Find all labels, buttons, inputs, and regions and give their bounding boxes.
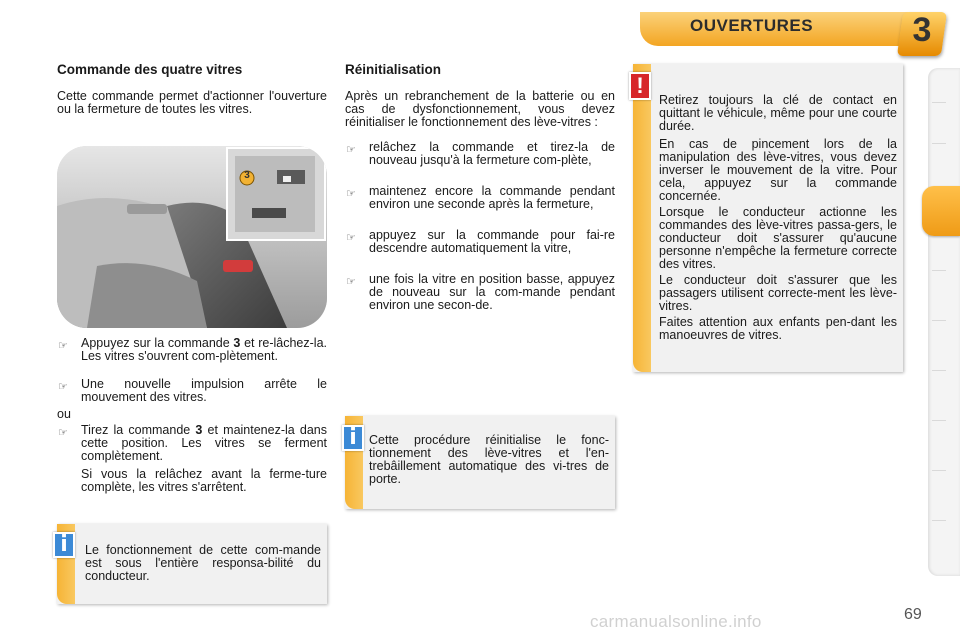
bullet-pull-continued: Si vous la relâchez avant la ferme-ture complète, les vitres s'arrêtent.	[81, 467, 327, 494]
chapter-tab-strip	[928, 68, 960, 576]
warning-text-pinch: En cas de pincement lors de la manipulation des lève-vitres, vous devez inverser le mouvement de la vitre. Pour cela, appuyez sur la commande concernée.	[659, 137, 897, 203]
warning-text-passengers: Lorsque le conducteur actionne les commandes des lève-vitres passa-gers, le conducteur doit s'assurer qu'aucune personne n'empêche la fermeture correcte des vitres.	[659, 205, 897, 271]
warning-text-usage: Le conducteur doit s'assurer que les passagers utilisent correcte-ment les lève-vitres.	[659, 273, 897, 313]
bullet-stop: Une nouvelle impulsion arrête le mouvement des vitres.	[81, 377, 327, 404]
heading-commande: Commande des quatre vitres	[57, 62, 243, 77]
text-ou: ou	[57, 407, 71, 421]
info-icon: i	[53, 532, 75, 558]
tab-divider	[932, 520, 946, 521]
tab-divider	[932, 470, 946, 471]
reinit-step-1: relâchez la commande et tirez-la de nouveau jusqu'à la fermeture com-plète,	[369, 140, 615, 167]
reinit-step-3: appuyez sur la commande pour fai-re descendre automatiquement la vitre,	[369, 228, 615, 255]
hand-bullet-icon: ☞	[346, 188, 356, 200]
tab-divider	[932, 143, 946, 144]
tab-divider	[932, 102, 946, 103]
reinit-step-2: maintenez encore la commande pendant environ une seconde après la fermeture,	[369, 184, 615, 211]
hand-bullet-icon: ☞	[58, 427, 68, 439]
hand-bullet-icon: ☞	[58, 381, 68, 393]
hand-bullet-icon: ☞	[58, 340, 68, 352]
info-note-driver	[57, 524, 327, 604]
info-icon: i	[342, 425, 364, 451]
warning-note	[633, 64, 903, 372]
info-note-reinit	[345, 416, 615, 509]
page-number: 69	[904, 606, 922, 623]
photo-callout-label: 3	[244, 170, 250, 181]
section-title: OUVERTURES	[690, 16, 814, 35]
info-note-text: Cette procédure réinitialise le fonc-tionnement des lève-vitres et l'en-trebâillement automatique des vi-tres de porte.	[369, 433, 609, 486]
chapter-number: 3	[912, 11, 932, 49]
note-accent-bar	[633, 64, 651, 372]
warning-icon: !	[629, 72, 651, 100]
tab-active-chapter[interactable]	[922, 186, 960, 236]
tab-divider	[932, 370, 946, 371]
reinit-step-4: une fois la vitre en position basse, appuyez de nouveau sur la com-mande pendant environ une secon-de.	[369, 272, 615, 312]
warning-text-children: Faites attention aux enfants pen-dant les manoeuvres de vitres.	[659, 315, 897, 342]
heading-reinit: Réinitialisation	[345, 62, 442, 77]
control-photo	[57, 146, 327, 328]
tab-divider	[932, 420, 946, 421]
info-note-text: Le fonctionnement de cette com-mande est sous l'entière responsa-bilité du conducteur.	[85, 543, 321, 583]
bullet-pull: Tirez la commande 3 et maintenez-la dans cette position. Les vitres se ferment complètement.	[81, 423, 328, 463]
interior-illustration	[57, 146, 327, 328]
intro-reinit: Après un rebranchement de la batterie ou en cas de dysfonctionnement, vous devez réinitialiser le fonctionnement des lève-vitres :	[345, 89, 615, 129]
watermark: carmanualsonline.info	[590, 612, 762, 631]
tab-divider	[932, 320, 946, 321]
hand-bullet-icon: ☞	[346, 276, 356, 288]
warning-text-key: Retirez toujours la clé de contact en quittant le véhicule, même pour une courte durée.	[659, 93, 897, 133]
tab-divider	[932, 270, 946, 271]
hand-bullet-icon: ☞	[346, 232, 356, 244]
bullet-press: Appuyez sur la commande 3 et re-lâchez-la. Les vitres s'ouvrent com-plètement.	[81, 336, 327, 363]
hand-bullet-icon: ☞	[346, 144, 356, 156]
intro-commande: Cette commande permet d'actionner l'ouverture ou la fermeture de toutes les vitres.	[57, 89, 327, 116]
